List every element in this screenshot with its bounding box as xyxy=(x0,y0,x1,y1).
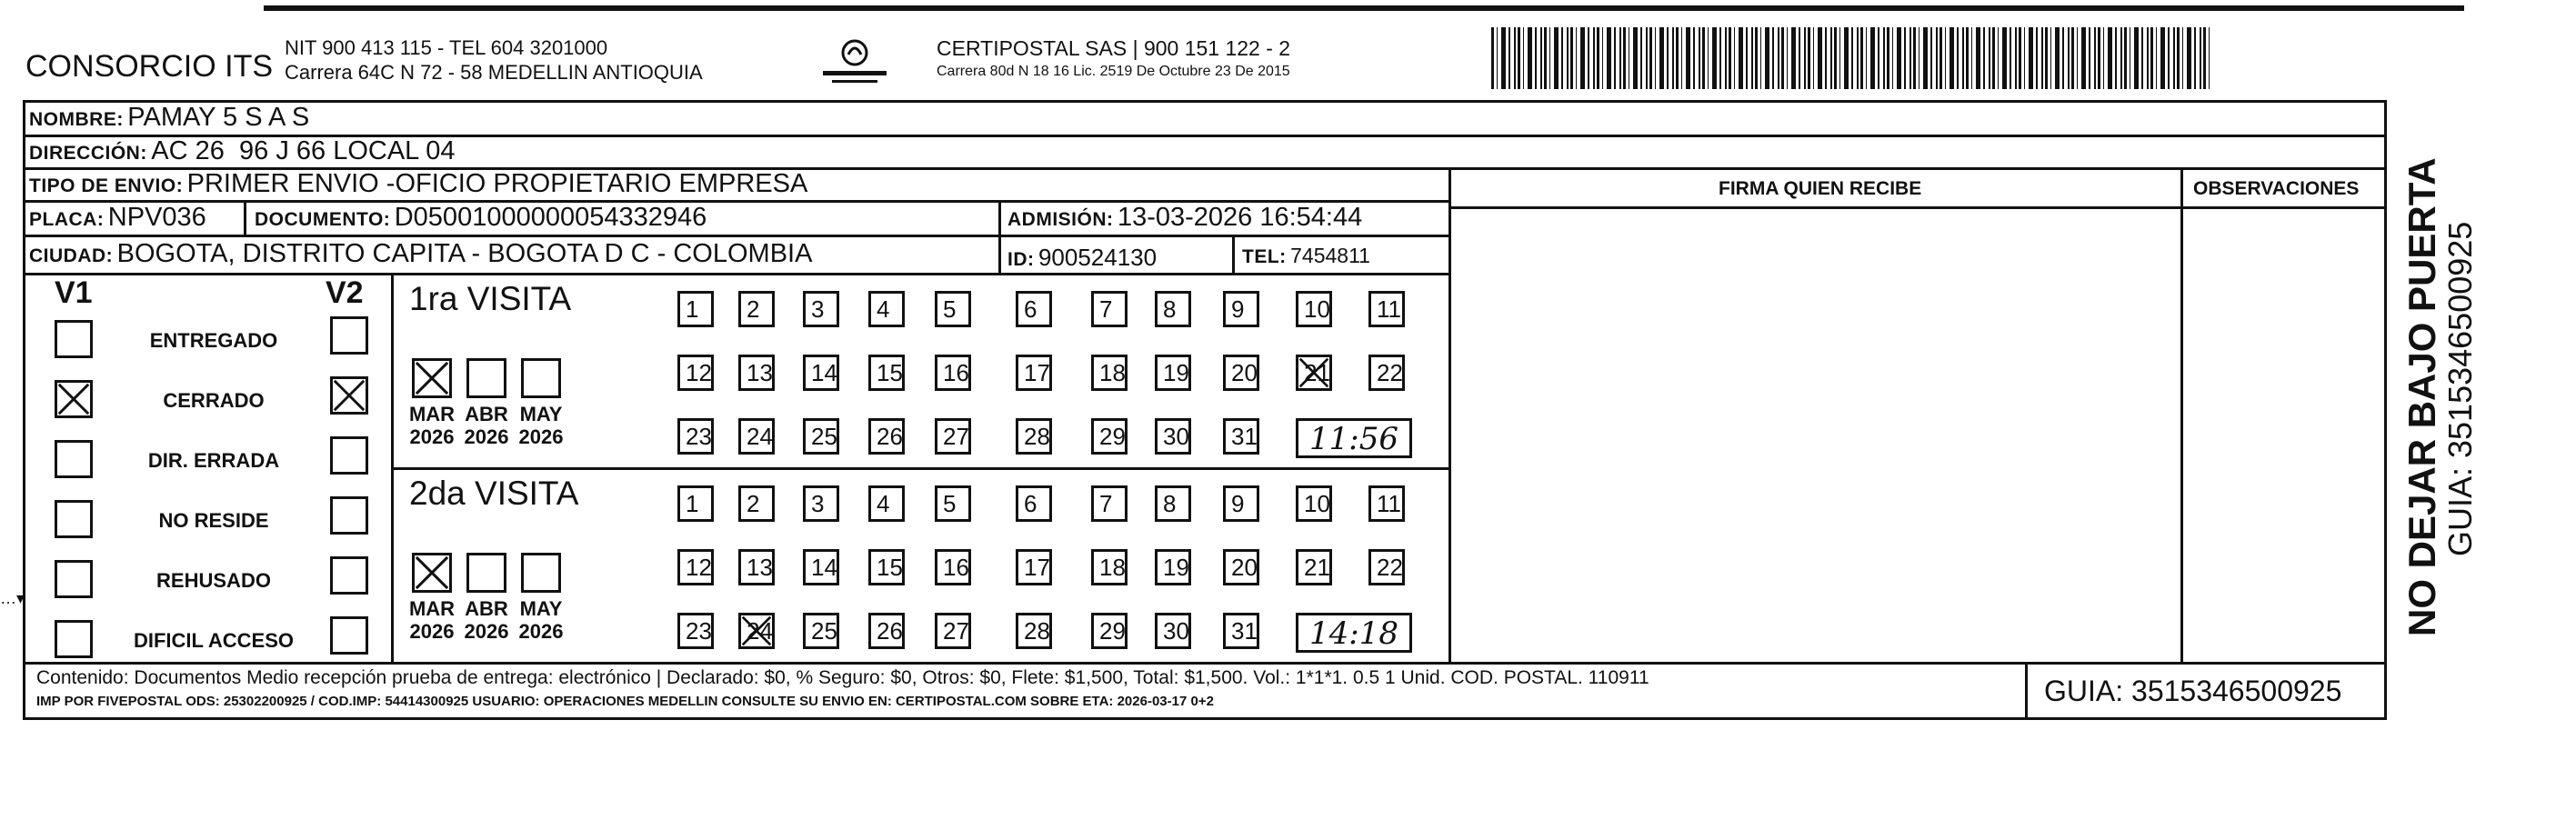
nit-line: NIT 900 413 115 - TEL 604 3201000 xyxy=(285,36,608,59)
v2-checkbox[interactable] xyxy=(330,496,368,535)
day-box[interactable] xyxy=(738,613,775,649)
day-box[interactable] xyxy=(1016,613,1052,649)
v1-checkbox[interactable] xyxy=(55,440,93,478)
day-number: 29 xyxy=(1099,617,1126,645)
imp-line: IMP POR FIVEPOSTAL ODS: 25302200925 / COD.IMP: 54414300925 USUARIO: OPERACIONES MEDELLIN CONSULTE SU ENVIO EN: CERTIPOSTAL.COM SOBRE ETA: 2026-03-17 0+2 xyxy=(36,694,1214,709)
day-box[interactable] xyxy=(677,613,714,649)
v1-checkbox[interactable] xyxy=(55,560,93,598)
placa-row xyxy=(29,203,206,233)
day-number: 19 xyxy=(1163,554,1189,581)
day-box[interactable] xyxy=(1091,291,1128,327)
day-box[interactable] xyxy=(677,418,714,455)
day-box[interactable] xyxy=(935,418,971,455)
edge-mark: …▾ xyxy=(0,589,25,607)
documento-value: D05001000000054332946 xyxy=(394,203,707,232)
day-box[interactable] xyxy=(1155,355,1191,391)
day-box[interactable] xyxy=(1368,355,1405,391)
day-box[interactable] xyxy=(1223,613,1259,649)
month-label: MAY xyxy=(519,597,563,620)
day-box[interactable] xyxy=(1223,418,1259,455)
v2-checkbox[interactable] xyxy=(330,376,368,415)
day-number: 21 xyxy=(1304,359,1330,386)
v2-checkbox[interactable] xyxy=(330,436,368,475)
tipo-row xyxy=(29,169,807,199)
status-option-label: REHUSADO xyxy=(156,569,271,592)
day-box[interactable] xyxy=(1296,355,1332,391)
certipostal-line: CERTIPOSTAL SAS | 900 151 122 - 2 xyxy=(937,36,1291,60)
day-number: 15 xyxy=(877,359,903,386)
day-number: 2 xyxy=(747,295,760,323)
day-box[interactable] xyxy=(803,549,839,585)
tipo-value: PRIMER ENVIO -OFICIO PROPIETARIO EMPRESA xyxy=(186,169,808,198)
day-box[interactable] xyxy=(868,613,905,649)
firma-label: FIRMA QUIEN RECIBE xyxy=(1719,178,1922,199)
year-label: 2026 xyxy=(409,425,455,448)
day-number: 18 xyxy=(1099,359,1126,386)
visit-title: 1ra VISITA xyxy=(409,280,572,317)
direccion-row xyxy=(29,136,456,166)
day-box[interactable] xyxy=(803,485,839,522)
day-number: 11 xyxy=(1377,490,1401,517)
placa-value: NPV036 xyxy=(107,203,206,232)
day-box[interactable] xyxy=(1223,291,1259,327)
day-box[interactable] xyxy=(1091,355,1128,391)
day-number: 13 xyxy=(747,554,773,581)
day-box[interactable] xyxy=(1155,291,1191,327)
guia-box: GUIA: 3515346500925 xyxy=(2044,675,2342,707)
day-box[interactable] xyxy=(1296,549,1332,585)
admision-row xyxy=(1007,203,1362,233)
ciudad-label: CIUDAD: xyxy=(29,245,114,266)
status-option-label: NO RESIDE xyxy=(158,509,269,532)
day-number: 4 xyxy=(877,295,890,323)
month-label: MAY xyxy=(519,403,563,425)
documento-row xyxy=(255,203,707,233)
day-number: 26 xyxy=(877,423,903,450)
day-number: 30 xyxy=(1163,423,1189,450)
day-number: 24 xyxy=(747,617,773,645)
day-box[interactable] xyxy=(677,291,714,327)
day-box[interactable] xyxy=(935,613,971,649)
month-checkbox[interactable] xyxy=(466,358,506,398)
day-box[interactable] xyxy=(1296,291,1332,327)
day-number: 6 xyxy=(1024,490,1037,517)
day-box[interactable] xyxy=(935,549,971,585)
day-box[interactable] xyxy=(1223,355,1259,391)
day-box[interactable] xyxy=(868,291,905,327)
day-number: 25 xyxy=(811,617,837,645)
day-number: 14 xyxy=(811,554,837,581)
visit-time[interactable]: 14:18 xyxy=(1296,613,1412,653)
direccion-label: DIRECCIÓN: xyxy=(29,143,147,164)
day-number: 20 xyxy=(1231,554,1258,581)
nombre-label: NOMBRE: xyxy=(29,109,124,130)
nombre-row xyxy=(29,103,309,133)
ciudad-value: BOGOTA, DISTRITO CAPITA - BOGOTA D C - COLOMBIA xyxy=(116,239,813,268)
day-number: 27 xyxy=(943,617,969,645)
day-number: 8 xyxy=(1163,295,1177,323)
day-number: 16 xyxy=(943,554,969,581)
day-box[interactable] xyxy=(738,485,775,522)
day-box[interactable] xyxy=(868,355,905,391)
day-box[interactable] xyxy=(935,291,971,327)
day-box[interactable] xyxy=(738,291,775,327)
day-number: 17 xyxy=(1024,359,1050,386)
year-label: 2026 xyxy=(409,620,455,643)
status-option-label: DIR. ERRADA xyxy=(147,449,280,472)
day-box[interactable] xyxy=(738,549,775,585)
day-number: 10 xyxy=(1304,295,1330,323)
day-box[interactable] xyxy=(868,549,905,585)
day-box[interactable] xyxy=(1155,549,1191,585)
month-label: MAR xyxy=(408,403,456,425)
status-option-label: DIFICIL ACCESO xyxy=(133,629,294,652)
day-box[interactable] xyxy=(1091,613,1128,649)
day-box[interactable] xyxy=(935,485,971,522)
month-checkbox[interactable] xyxy=(412,358,452,398)
day-number: 19 xyxy=(1163,359,1189,386)
tel-label: TEL: xyxy=(1242,246,1287,267)
day-box[interactable] xyxy=(677,549,714,585)
tel-value: 7454811 xyxy=(1290,244,1370,267)
day-number: 9 xyxy=(1231,490,1245,517)
tel-row xyxy=(1242,244,1370,268)
day-number: 1 xyxy=(686,295,699,323)
day-number: 1 xyxy=(686,490,699,517)
day-number: 4 xyxy=(877,490,890,517)
day-number: 27 xyxy=(943,423,969,450)
day-number: 18 xyxy=(1099,554,1126,581)
day-number: 28 xyxy=(1024,423,1050,450)
v1-checkbox[interactable] xyxy=(55,380,93,418)
day-box[interactable] xyxy=(803,355,839,391)
barcode xyxy=(1491,27,2210,89)
documento-label: DOCUMENTO: xyxy=(255,209,391,230)
day-box[interactable] xyxy=(1368,549,1405,585)
status-option-label: ENTREGADO xyxy=(149,329,278,352)
side-guia: GUIA: 3515346500925 xyxy=(2441,221,2479,556)
day-box[interactable] xyxy=(1155,418,1191,455)
month-checkbox[interactable] xyxy=(521,358,561,398)
day-box[interactable] xyxy=(1016,291,1052,327)
day-box[interactable] xyxy=(738,418,775,455)
day-number: 12 xyxy=(686,554,712,581)
company-name: CONSORCIO ITS xyxy=(25,49,274,84)
day-number: 31 xyxy=(1231,423,1258,450)
day-box[interactable] xyxy=(1016,485,1052,522)
v2-checkbox[interactable] xyxy=(330,616,368,655)
admision-value: 13-03-2026 16:54:44 xyxy=(1117,203,1363,232)
day-number: 13 xyxy=(747,359,773,386)
day-number: 26 xyxy=(877,617,903,645)
day-number: 6 xyxy=(1024,295,1037,323)
day-box[interactable] xyxy=(677,485,714,522)
v2-checkbox[interactable] xyxy=(330,556,368,595)
day-number: 24 xyxy=(747,423,773,450)
v2-label: V2 xyxy=(326,275,364,310)
day-number: 29 xyxy=(1099,423,1126,450)
placa-label: PLACA: xyxy=(29,209,105,230)
day-number: 28 xyxy=(1024,617,1050,645)
day-box[interactable] xyxy=(868,418,905,455)
day-number: 5 xyxy=(943,490,957,517)
day-number: 7 xyxy=(1099,490,1113,517)
certipostal-logo xyxy=(814,35,896,89)
address-line: Carrera 64C N 72 - 58 MEDELLIN ANTIOQUIA xyxy=(285,61,703,84)
day-number: 23 xyxy=(686,617,712,645)
month-label: MAR xyxy=(408,597,456,620)
v1-checkbox[interactable] xyxy=(55,500,93,538)
day-number: 16 xyxy=(943,359,969,386)
day-box[interactable] xyxy=(1016,418,1052,455)
day-box[interactable] xyxy=(1368,291,1405,327)
day-box[interactable] xyxy=(935,355,971,391)
day-number: 3 xyxy=(811,490,825,517)
admision-label: ADMISIÓN: xyxy=(1007,209,1114,230)
month-checkbox[interactable] xyxy=(521,553,561,593)
day-box[interactable] xyxy=(1155,485,1191,522)
ciudad-row xyxy=(29,239,812,269)
day-box[interactable] xyxy=(803,291,839,327)
v1-checkbox[interactable] xyxy=(55,620,93,658)
day-number: 12 xyxy=(686,359,712,386)
day-number: 30 xyxy=(1163,617,1189,645)
day-box[interactable] xyxy=(1016,355,1052,391)
day-box[interactable] xyxy=(1223,485,1259,522)
day-number: 25 xyxy=(811,423,837,450)
tipo-label: TIPO DE ENVIO: xyxy=(29,175,184,196)
day-number: 7 xyxy=(1099,295,1113,323)
id-value: 900524130 xyxy=(1037,244,1158,271)
day-mark xyxy=(741,615,772,646)
day-box[interactable] xyxy=(1091,485,1128,522)
day-number: 10 xyxy=(1304,490,1330,517)
month-label: ABR xyxy=(465,597,508,620)
day-box[interactable] xyxy=(1016,549,1052,585)
day-mark xyxy=(1298,357,1329,388)
day-box[interactable] xyxy=(1368,485,1405,522)
year-label: 2026 xyxy=(518,620,564,643)
day-number: 22 xyxy=(1377,554,1403,581)
day-number: 8 xyxy=(1163,490,1177,517)
day-number: 20 xyxy=(1231,359,1258,386)
day-box[interactable] xyxy=(1296,485,1332,522)
license-line: Carrera 80d N 18 16 Lic. 2519 De Octubre 23 De 2015 xyxy=(937,64,1290,79)
day-box[interactable] xyxy=(803,418,839,455)
day-box[interactable] xyxy=(1155,613,1191,649)
day-number: 17 xyxy=(1024,554,1050,581)
day-number: 3 xyxy=(811,295,825,323)
id-row xyxy=(1007,244,1157,272)
direccion-value: AC 26 96 J 66 LOCAL 04 xyxy=(151,136,456,165)
day-number: 31 xyxy=(1231,617,1258,645)
month-label: ABR xyxy=(465,403,508,425)
visit-time[interactable]: 11:56 xyxy=(1296,418,1412,458)
day-number: 23 xyxy=(686,423,712,450)
top-edge xyxy=(264,5,2464,11)
day-box[interactable] xyxy=(868,485,905,522)
nombre-value: PAMAY 5 S A S xyxy=(127,103,310,132)
v1-checkbox[interactable] xyxy=(55,320,93,358)
contenido-line: Contenido: Documentos Medio recepción prueba de entrega: electrónico | Declarado: $0, % Seguro: $0, Otros: $0, Flete: $1,500, Total: $1,500. Vol.: 1*1*1. 0.5 1 Unid. COD. POSTAL. 110911 xyxy=(36,667,1649,688)
day-number: 15 xyxy=(877,554,903,581)
year-label: 2026 xyxy=(464,425,509,448)
v1-label: V1 xyxy=(55,275,93,310)
day-box[interactable] xyxy=(1091,418,1128,455)
day-number: 22 xyxy=(1377,359,1403,386)
day-number: 21 xyxy=(1304,554,1330,581)
year-label: 2026 xyxy=(518,425,564,448)
month-checkbox[interactable] xyxy=(412,553,452,593)
observaciones-label: OBSERVACIONES xyxy=(2193,178,2360,199)
day-number: 5 xyxy=(943,295,957,323)
year-label: 2026 xyxy=(464,620,509,643)
day-number: 2 xyxy=(747,490,760,517)
day-number: 11 xyxy=(1377,295,1401,323)
day-number: 14 xyxy=(811,359,837,386)
month-checkbox[interactable] xyxy=(466,553,506,593)
side-warning: NO DEJAR BAJO PUERTA xyxy=(2401,157,2443,636)
v2-checkbox[interactable] xyxy=(330,316,368,355)
day-box[interactable] xyxy=(803,613,839,649)
day-number: 9 xyxy=(1231,295,1245,323)
id-label: ID: xyxy=(1007,249,1035,270)
status-option-label: CERRADO xyxy=(163,389,265,412)
day-box[interactable] xyxy=(677,355,714,391)
day-box[interactable] xyxy=(738,355,775,391)
day-box[interactable] xyxy=(1091,549,1128,585)
day-box[interactable] xyxy=(1223,549,1259,585)
visit-title: 2da VISITA xyxy=(409,475,579,512)
